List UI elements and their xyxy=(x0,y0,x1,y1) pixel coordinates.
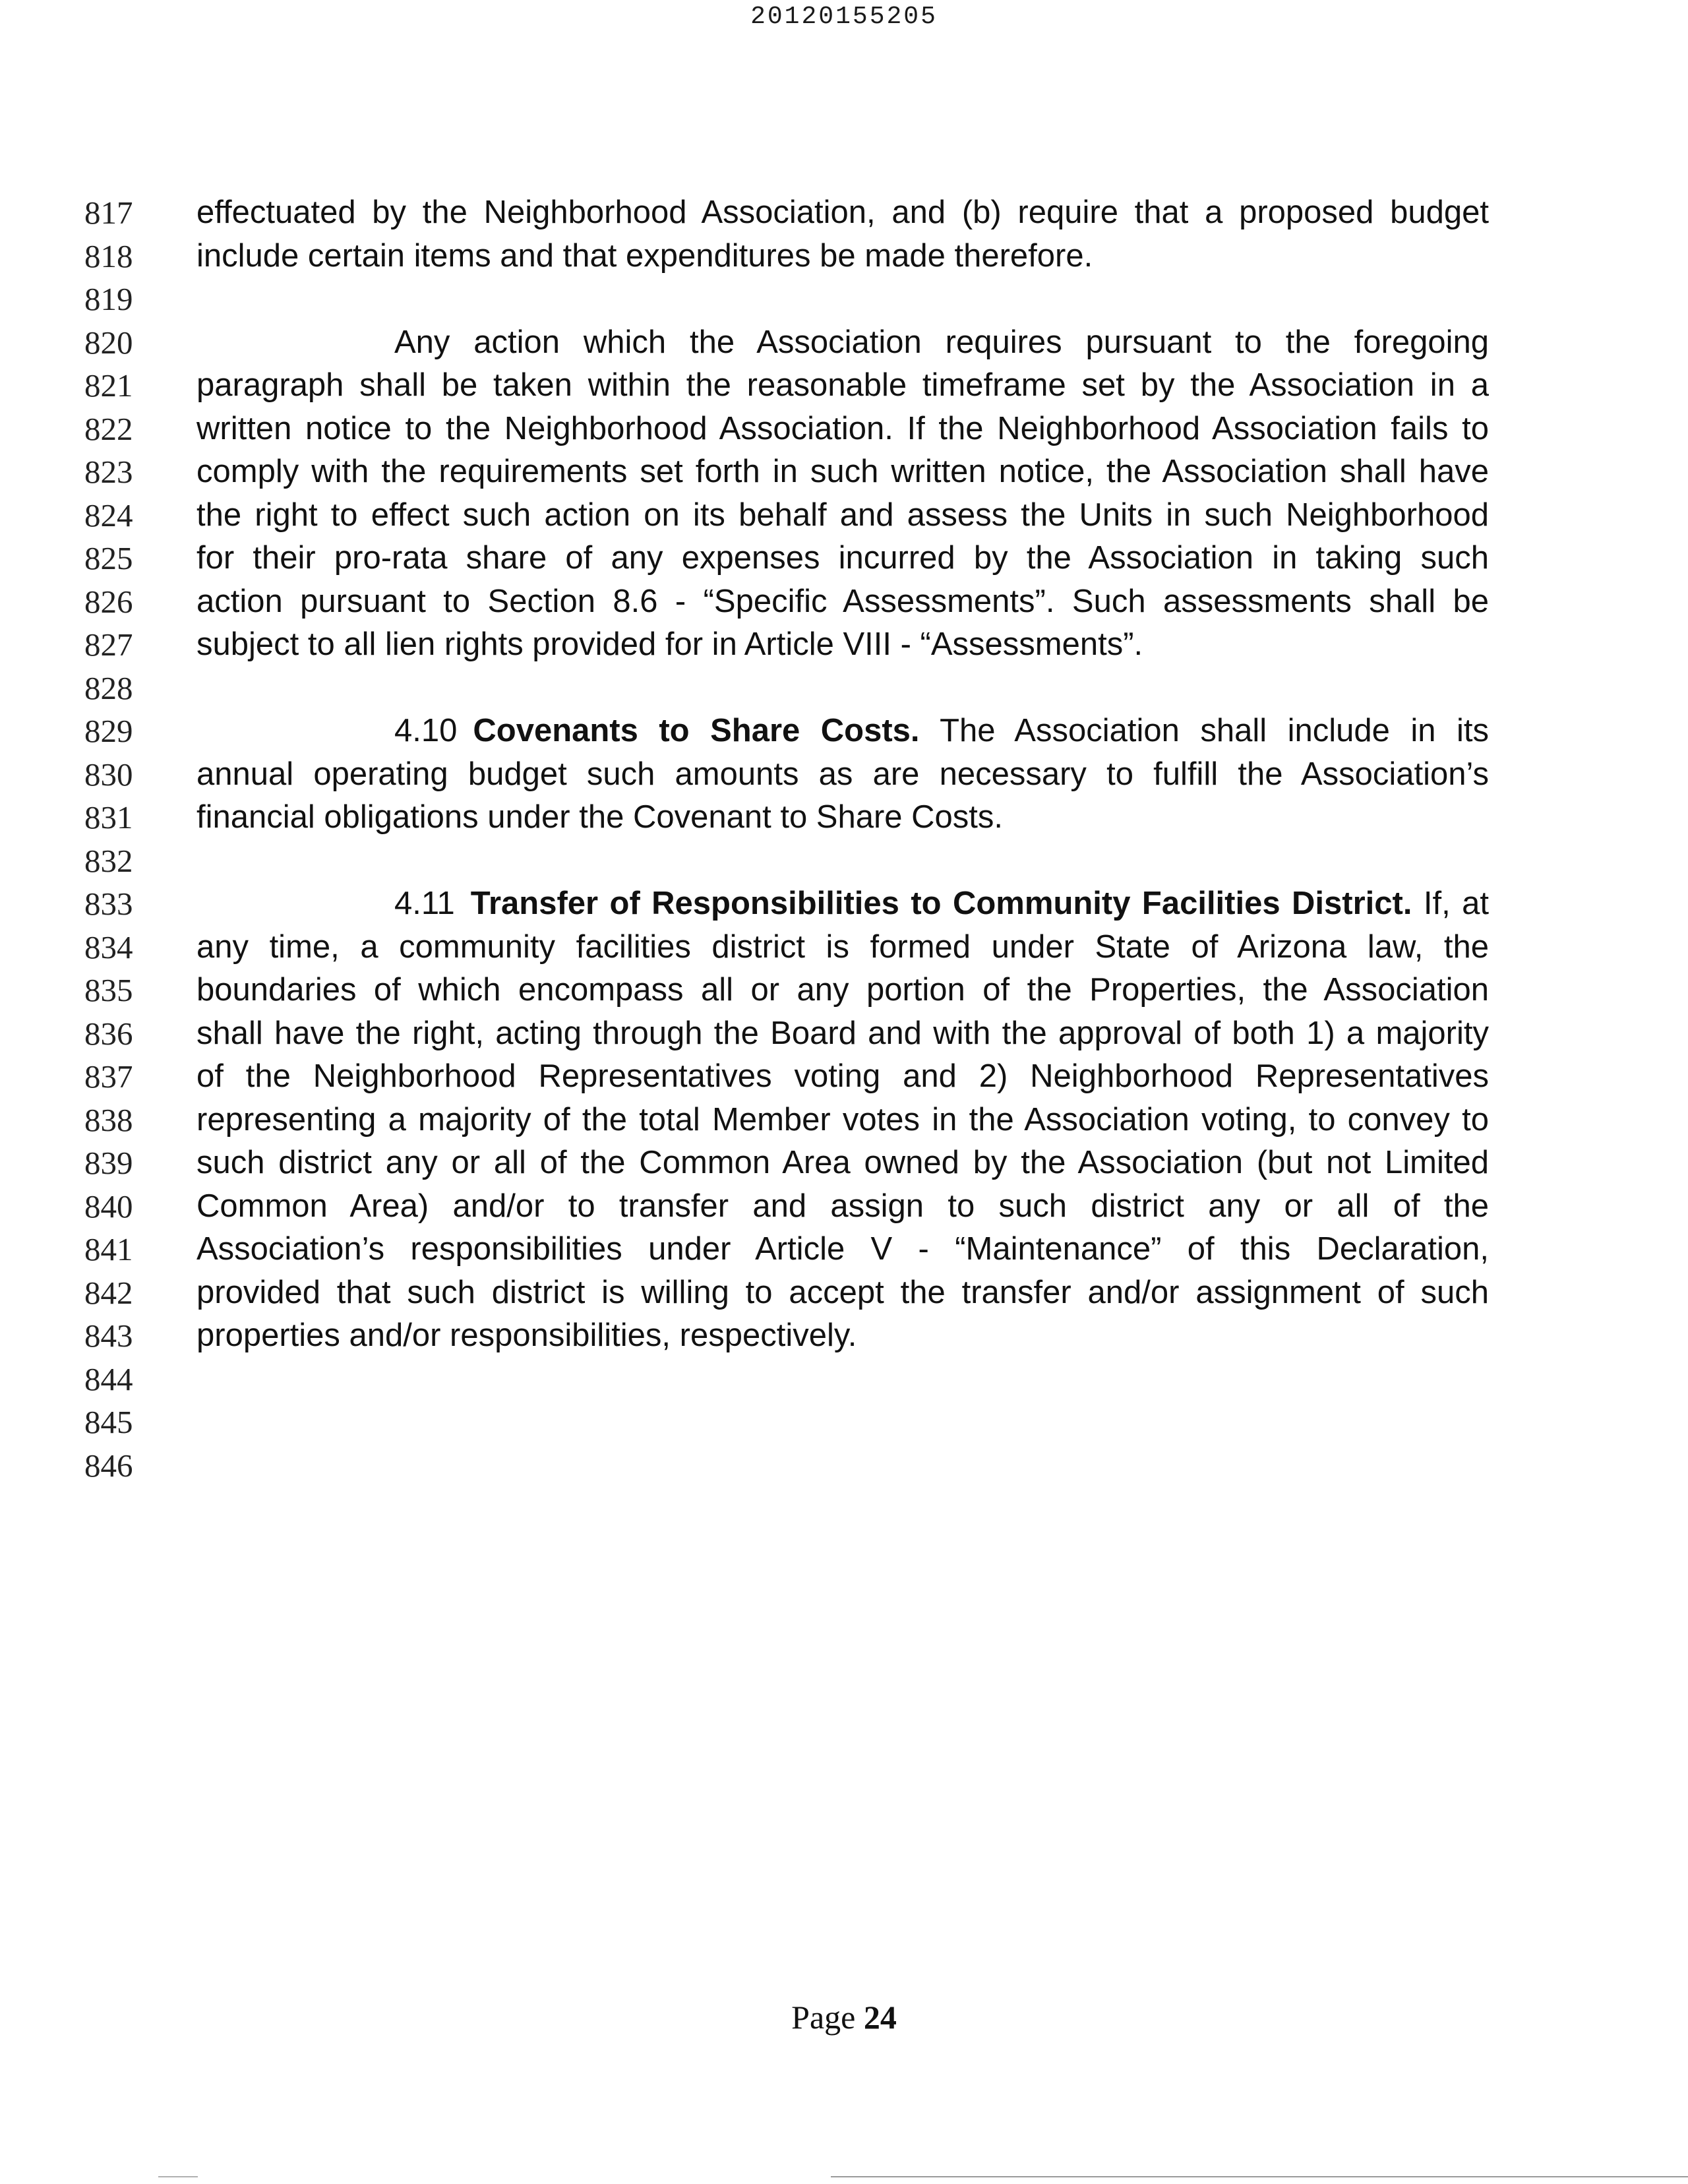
text-line: include certain items and that expenditures be made therefore. xyxy=(196,237,1093,274)
page-number: 24 xyxy=(863,1999,897,2036)
line-number: 827 xyxy=(84,626,133,663)
line-number: 823 xyxy=(84,454,133,490)
text-line: paragraph shall be taken within the reasonable timeframe set by the Association in a xyxy=(196,367,1489,403)
blank-line xyxy=(196,667,1489,710)
line-number: 842 xyxy=(84,1274,133,1311)
text-line: boundaries of which encompass all or any portion of the Properties, the Association xyxy=(196,972,1489,1008)
text-line: representing a majority of the total Member votes in the Association voting, to convey to xyxy=(196,1101,1489,1138)
line-number: 835 xyxy=(84,972,133,1008)
line-number: 840 xyxy=(84,1188,133,1225)
line-number: 818 xyxy=(84,237,133,274)
line-number: 819 xyxy=(84,281,133,317)
text-line: the right to effect such action on its behalf and assess the Units in such Neighborhood xyxy=(196,497,1489,533)
line-number: 824 xyxy=(84,497,133,533)
text-line: provided that such district is willing to accept the transfer and/or assignment of such xyxy=(196,1274,1489,1310)
line-number: 830 xyxy=(84,756,133,793)
line-number: 832 xyxy=(84,842,133,879)
line-number-column xyxy=(84,191,183,1487)
line-number: 820 xyxy=(84,324,133,361)
line-number: 817 xyxy=(84,195,133,231)
text-line: Association’s responsibilities under Article V - “Maintenance” of this Declaration, xyxy=(196,1231,1489,1267)
scan-artifact-line xyxy=(831,2176,1688,2177)
section-number: 4.10 xyxy=(394,713,458,748)
document-number: 20120155205 xyxy=(750,3,938,31)
line-number: 843 xyxy=(84,1318,133,1354)
line-number: 844 xyxy=(84,1360,133,1397)
page-footer xyxy=(0,1998,1688,2036)
page-label: Page xyxy=(791,1999,856,2036)
text-line: properties and/or responsibilities, respectively. xyxy=(196,1318,857,1353)
text-line: financial obligations under the Covenant to Share Costs. xyxy=(196,799,1004,835)
line-number: 838 xyxy=(84,1101,133,1138)
text-line: Any action which the Association requires pursuant to the foregoing xyxy=(394,324,1489,360)
text-line: such district any or all of the Common Area owned by the Association (but not Limited xyxy=(196,1145,1489,1180)
line-number: 828 xyxy=(84,669,133,706)
text-line: of the Neighborhood Representatives voting and 2) Neighborhood Representatives xyxy=(196,1058,1489,1094)
line-number: 829 xyxy=(84,713,133,749)
document-body xyxy=(196,191,1489,1358)
text-line: any time, a community facilities district is formed under State of Arizona law, the xyxy=(196,928,1489,965)
line-number: 833 xyxy=(84,886,133,922)
section-4-11-heading-line xyxy=(196,882,1489,926)
line-number: 845 xyxy=(84,1404,133,1440)
section-4-10-heading-line xyxy=(196,710,1489,753)
section-number: 4.11 xyxy=(394,886,455,921)
line-number: 831 xyxy=(84,799,133,835)
blank-line xyxy=(196,278,1489,321)
text-line: written notice to the Neighborhood Association. If the Neighborhood Association fails to xyxy=(196,410,1489,446)
line-number: 836 xyxy=(84,1015,133,1052)
section-title: Transfer of Responsibilities to Community Facilities District. xyxy=(470,886,1412,921)
line-number: 839 xyxy=(84,1145,133,1181)
text-line: for their pro-rata share of any expenses incurred by the Association in taking such xyxy=(196,540,1489,576)
text-line: subject to all lien rights provided for in Article VIII - “Assessments”. xyxy=(196,626,1143,662)
text-line: annual operating budget such amounts as are necessary to fulfill the Association’s xyxy=(196,756,1489,792)
line-number: 822 xyxy=(84,410,133,447)
line-number: 846 xyxy=(84,1447,133,1484)
line-number: 834 xyxy=(84,928,133,965)
text-run: The Association shall include in its xyxy=(940,713,1489,748)
line-number: 841 xyxy=(84,1231,133,1267)
line-number: 826 xyxy=(84,583,133,620)
text-line: Common Area) and/or to transfer and assign to such district any or all of the xyxy=(196,1188,1489,1224)
scan-artifact-line xyxy=(158,2176,198,2177)
text-line: effectuated by the Neighborhood Association, and (b) require that a proposed budget xyxy=(196,195,1489,230)
line-number: 821 xyxy=(84,367,133,404)
text-line: shall have the right, acting through the Board and with the approval of both 1) a majority xyxy=(196,1015,1489,1051)
text-line: comply with the requirements set forth in such written notice, the Association shall have xyxy=(196,454,1489,489)
blank-line xyxy=(196,839,1489,883)
text-line: action pursuant to Section 8.6 - “Specific Assessments”. Such assessments shall be xyxy=(196,583,1489,619)
text-run: If, at xyxy=(1423,886,1489,921)
line-number: 825 xyxy=(84,540,133,576)
section-title: Covenants to Share Costs. xyxy=(473,713,920,748)
line-number: 837 xyxy=(84,1058,133,1095)
